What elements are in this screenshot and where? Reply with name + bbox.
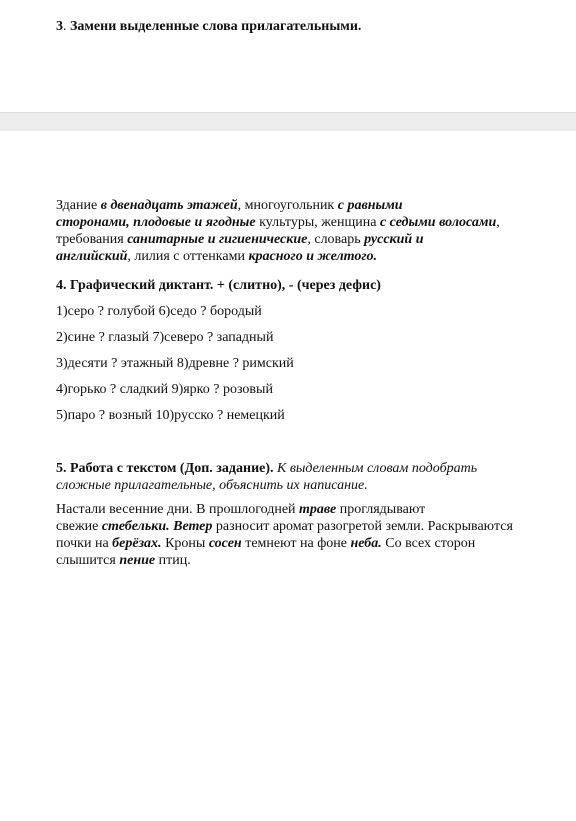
text-run: птиц.	[155, 553, 191, 568]
task3-title-text: Замени выделенные слова прилагательными.	[66, 19, 362, 34]
text-run: почки на	[56, 536, 113, 551]
text-run: темнеют на фоне	[241, 536, 351, 551]
task4-item-1: 1)серо ? голубой 6)седо ? бородый	[56, 304, 262, 319]
task3-title	[56, 19, 361, 35]
text-run: слышится	[56, 553, 120, 568]
text-run: разносит аромат разогретой земли. Раскрываются	[212, 519, 513, 534]
task4-item-5: 5)паро ? возный 10)русско ? немецкий	[56, 408, 285, 423]
highlighted-text: сторонами, плодовые и ягодные	[56, 215, 256, 230]
text-run: , многоугольник	[237, 198, 338, 213]
text-run: требования	[56, 232, 128, 247]
highlighted-text: в двенадцать этажей	[100, 198, 238, 213]
highlighted-text: сложные прилагательные, объяснить их написание.	[56, 478, 368, 493]
text-run: Со всех сторон	[381, 536, 476, 551]
highlighted-text: сосен	[208, 536, 242, 551]
text-run: , словарь	[307, 232, 365, 247]
text-run: ,	[496, 215, 500, 230]
highlighted-text: русский и	[364, 232, 424, 247]
highlighted-text: санитарные и гигиенические	[127, 232, 308, 247]
text-run: свежие	[56, 519, 102, 534]
task5-heading	[56, 460, 546, 494]
text-run: культуры, женщина	[255, 215, 380, 230]
task3-paragraph	[56, 197, 546, 265]
highlighted-text: 5. Работа с текстом (Доп. задание).	[56, 461, 274, 476]
task4-item-3: 3)десяти ? этажный 8)древне ? римский	[56, 356, 294, 371]
task4-heading: 4. Графический диктант. + (слитно), - (через дефис)	[56, 278, 381, 293]
highlighted-text: К выделенным словам подобрать	[273, 461, 478, 476]
highlighted-text: пение	[119, 553, 156, 568]
text-run: Здание	[56, 198, 101, 213]
task5-paragraph	[56, 501, 546, 569]
highlighted-text: с седыми волосами	[379, 215, 497, 230]
highlighted-text: стебельки. Ветер	[101, 519, 213, 534]
page-1	[0, 0, 576, 112]
highlighted-text: с равными	[337, 198, 403, 213]
task4-item-4: 4)горько ? сладкий 9)ярко ? розовый	[56, 382, 273, 397]
text-run: проглядывают	[336, 502, 426, 517]
task3-number-dot: .	[63, 19, 67, 34]
highlighted-text: неба.	[350, 536, 382, 551]
highlighted-text: траве	[299, 502, 337, 517]
page-separator	[0, 112, 576, 132]
text-run: Кроны	[161, 536, 209, 551]
highlighted-text: берёзах.	[112, 536, 162, 551]
text-run: Настали весенние дни. В прошлогодней	[56, 502, 300, 517]
highlighted-text: красного и желтого.	[248, 249, 378, 264]
task3-number: 3	[56, 19, 63, 34]
task4-item-2: 2)сине ? глазый 7)северо ? западный	[56, 330, 274, 345]
text-run: , лилия с оттенками	[127, 249, 249, 264]
highlighted-text: английский	[56, 249, 128, 264]
